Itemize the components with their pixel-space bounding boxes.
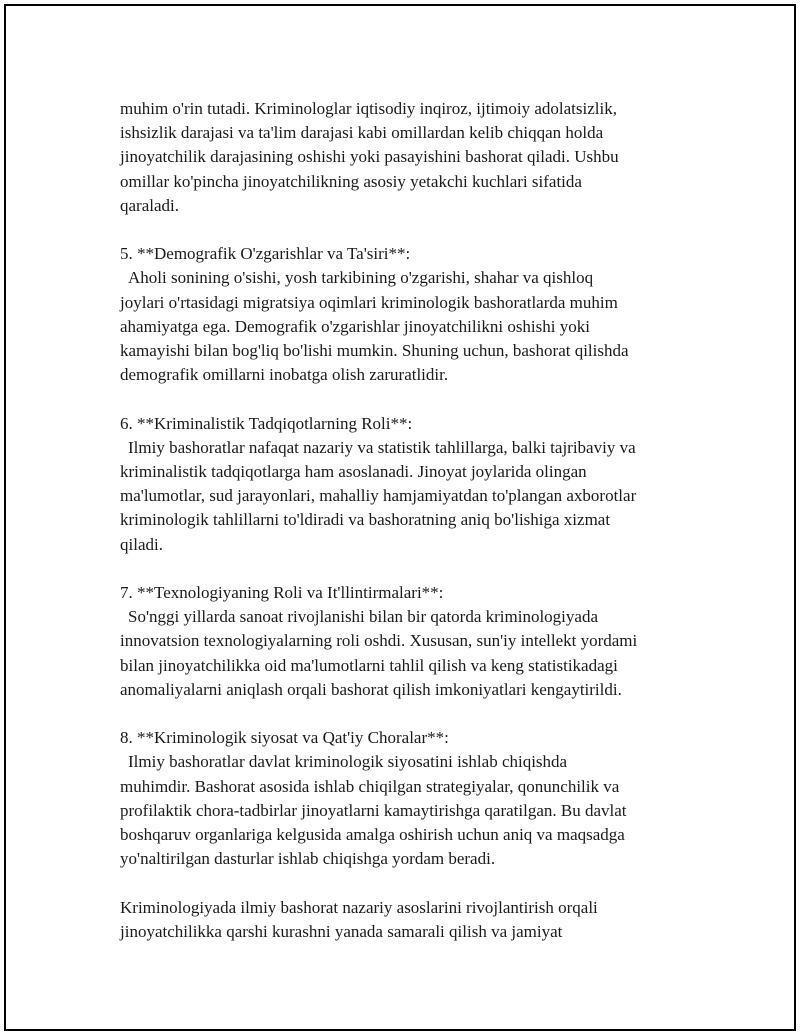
text-line: joylari o'rtasidagi migratsiya oqimlari kriminologik bashoratlarda muhim [120, 292, 618, 312]
section-siyosat [120, 726, 720, 871]
text-line: yo'naltirilgan dasturlar ishlab chiqishga yordam beradi. [120, 849, 496, 869]
text-line: ma'lumotlar, sud jarayonlari, mahalliy hamjamiyatdan to'plangan axborotlar [120, 486, 637, 506]
text-line: ahamiyatga ega. Demografik o'zgarishlar jinoyatchilikni oshishi yoki [120, 316, 590, 336]
text-line: muhim o'rin tutadi. Kriminologlar iqtisodiy inqiroz, ijtimoiy adolatsizlik, [120, 99, 617, 118]
paragraph-intro [120, 97, 720, 218]
paragraph-closing [120, 896, 720, 944]
section-texnologiya [120, 581, 720, 702]
text-line: ishsizlik darajasi va ta'lim darajasi kabi omillardan kelib chiqqan holda [120, 123, 604, 143]
text-line: So'nggi yillarda sanoat rivojlanishi bilan bir qatorda kriminologiyada [128, 607, 598, 627]
text-line: profilaktik chora-tadbirlar jinoyatlarni kamaytirishga qaratilgan. Bu davlat [120, 800, 627, 820]
text-line: qaraladi. [120, 195, 179, 215]
text-line: boshqaruv organlariga kelgusida amalga oshirish uchun aniq va maqsadga [120, 825, 625, 845]
section-heading: 7. **Texnologiyaning Roli va It'llintirmalari**: [120, 583, 444, 603]
text-line: bilan jinoyatchilikka oid ma'lumotlarni tahlil qilish va keng statistikadagi [120, 655, 618, 675]
text-line: qiladi. [120, 534, 163, 554]
text-line: jinoyatchilik darajasining oshishi yoki pasayishini bashorat qiladi. Ushbu [120, 147, 619, 167]
text-line: Ilmiy bashoratlar davlat kriminologik siyosatini ishlab chiqishda [128, 752, 568, 772]
text-line: Ilmiy bashoratlar nafaqat nazariy va statistik tahlillarga, balki tajribaviy va [128, 437, 636, 457]
text-line: omillar ko'pincha jinoyatchilikning asosiy yetakchi kuchlari sifatida [120, 171, 582, 191]
text-line: demografik omillarni inobatga olish zaruratlidir. [120, 365, 449, 385]
section-heading: 8. **Kriminologik siyosat va Qat'iy Choralar**: [120, 728, 449, 748]
text-line: Kriminologiyada ilmiy bashorat nazariy asoslarini rivojlantirish orqali [120, 897, 598, 917]
page-frame [4, 4, 796, 1031]
text-line: innovatsion texnologiyalarning roli oshdi. Xususan, sun'iy intellekt yordami [120, 631, 638, 651]
text-line: anomaliyalarni aniqlash orqali bashorat qilish imkoniyatlari kengaytirildi. [120, 679, 622, 699]
text-line: Aholi sonining o'sishi, yosh tarkibining o'zgarishi, shahar va qishloq [128, 268, 594, 288]
section-kriminalistik [120, 412, 720, 557]
section-heading: 5. **Demografik O'zgarishlar va Ta'siri**: [120, 244, 411, 264]
document-body [120, 97, 720, 968]
section-heading: 6. **Kriminalistik Tadqiqotlarning Roli**: [120, 413, 413, 433]
section-demografik [120, 242, 720, 387]
text-line: kamayishi bilan bog'liq bo'lishi mumkin. Shuning uchun, bashorat qilishda [120, 341, 629, 361]
text-line: jinoyatchilikka qarshi kurashni yanada samarali qilish va jamiyat [120, 921, 563, 941]
text-line: kriminologik tahlillarni to'ldiradi va bashoratning aniq bo'lishiga xizmat [120, 510, 611, 530]
text-line: kriminalistik tadqiqotlarga ham asoslanadi. Jinoyat joylarida olingan [120, 462, 587, 482]
text-line: muhimdir. Bashorat asosida ishlab chiqilgan strategiyalar, qonunchilik va [120, 776, 620, 796]
